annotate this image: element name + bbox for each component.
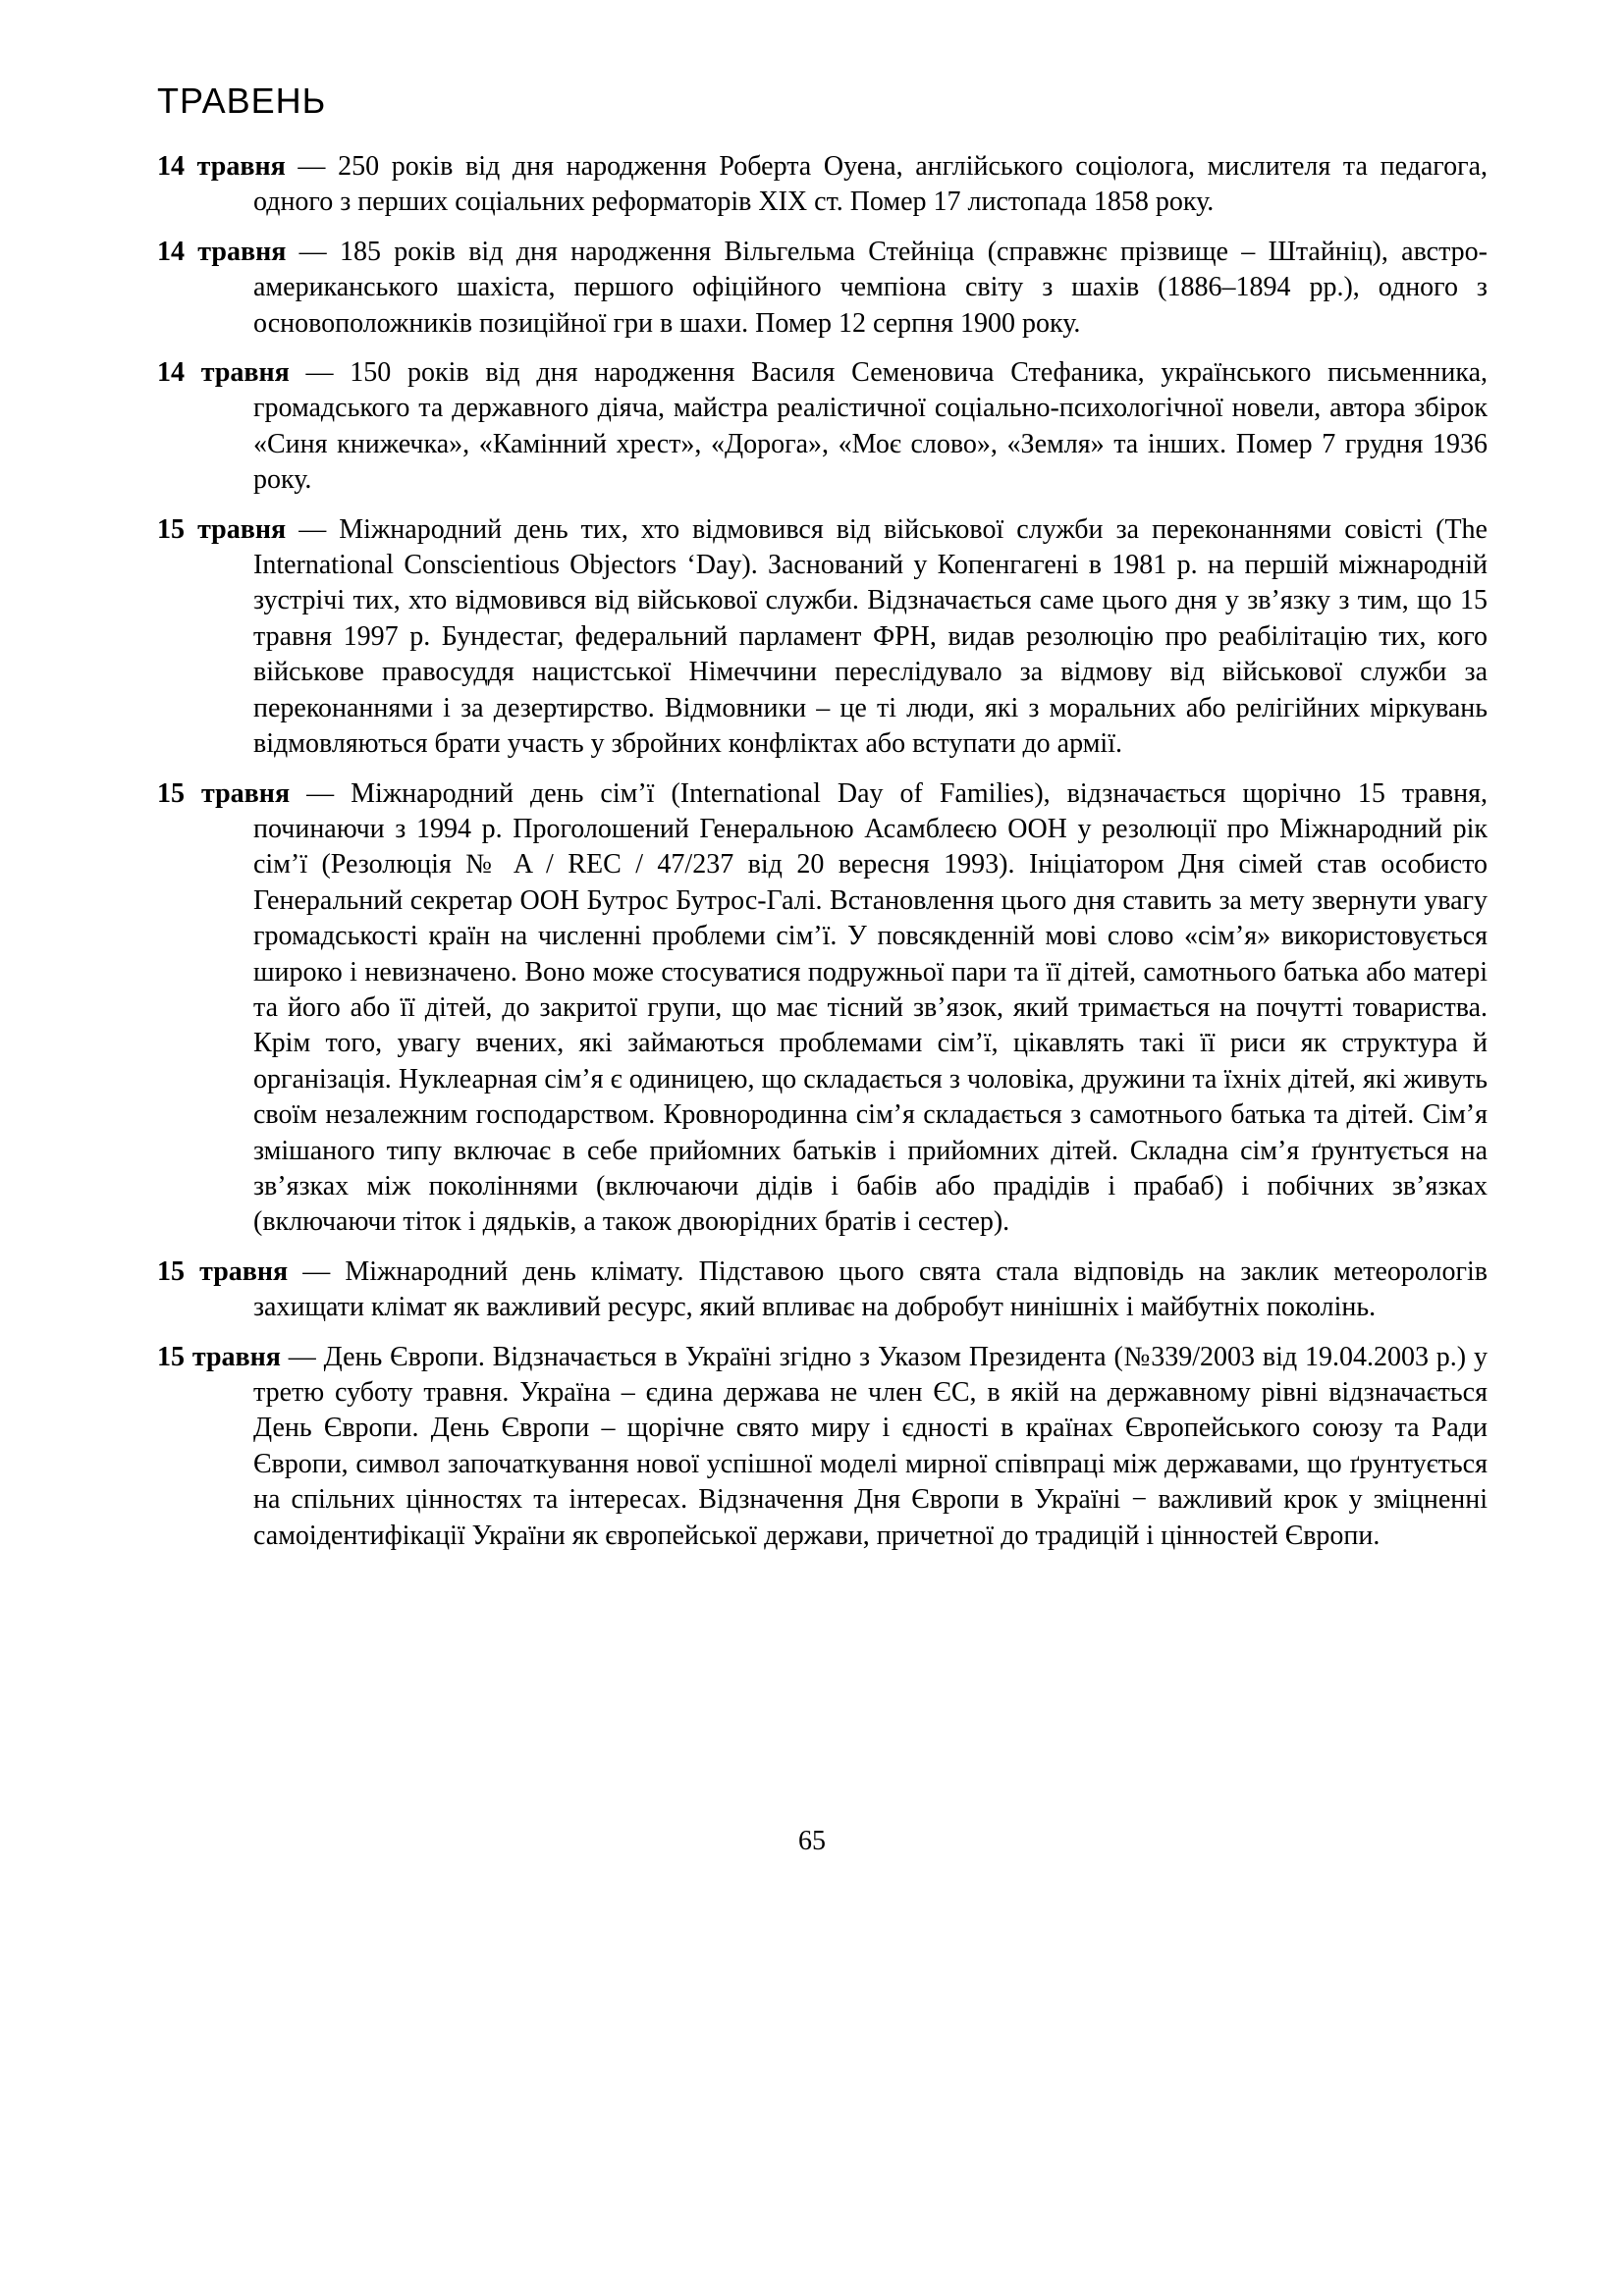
entry-text: День Європи. Відзначається в Україні згідно з Указом Президента (№339/2003 від 19.04.2003 р.) у третю суботу травня. Україна – єдина держава не член ЄС, в якій на державному рівні відзначається День Європи. День Європи – щорічне свято миру і єдності в країнах Європейського союзу та Ради Європи, символ започаткування нової успішної моделі мирної співпраці між державами, що ґрунтується на спільних цінностях та інтересах. Відзначення Дня Європи в Україні − важливий крок у зміцненні самоідентифікації України як європейської держави, причетної до традицій і цінностей Європи. [253, 1341, 1488, 1551]
entry-date: 14 травня [157, 236, 287, 267]
entry-text: 150 років від дня народження Василя Семеновича Стефаника, українського письменника, громадського та державного діяча, майстра реалістичної соціально-психологічної новели, автора збірок «Синя книжечка», «Камінний хрест», «Дорога», «Моє слово», «Земля» та інших. Помер 7 грудня 1936 року. [253, 357, 1488, 496]
entry: 15 травня — Міжнародний день клімату. Підставою цього свята стала відповідь на заклик метеорологів захищати клімат як важливий ресурс, який впливає на добробут нинішніх і майбутніх поколінь. [157, 1255, 1489, 1323]
entries-list [157, 149, 1488, 1568]
entry: 15 травня — Міжнародний день тих, хто відмовився від військової служби за переконаннями совісті (The International Conscientious Objectors ‘Day). Заснований у Копенгагені в 1981 р. на першій міжнародній зустрічі тих, хто відмовився від військової служби. Відзначається саме цього дня у зв’язку з тим, що 15 травня 1997 р. Бундестаг, федеральний парламент ФРН, видав резолюцію про реабілітацію тих, кого військове правосуддя нацистської Німеччини переслідувало за відмову від військової служби за переконаннями і за дезертирство. Відмовники – це ті люди, які з моральних або релігійних міркувань відмовляються брати участь у збройних конфліктах або вступати до армії. [157, 513, 1488, 760]
entry-text: Міжнародний день сім’ї (International Day of Families), відзначається щорічно 15 травня, починаючи з 1994 р. Проголошений Генеральною Асамблеєю ООН у резолюції про Міжнародний рік сім’ї (Резолюція № A / REC / 47/237 від 20 вересня 1993). Ініціатором Дня сімей став особисто Генеральний секретар ООН Бутрос Бутрос-Галі. Встановлення цього дня ставить за мету звернути увагу громадськості країн на численні проблеми сім’ї. У повсякденній мові слово «сім’я» використовується широко і невизначено. Воно може стосуватися подружньої пари та її дітей, самотнього батька або матері та його або її дітей, до закритої групи, що має тісний зв’язок, який тримається на почутті товариства. Крім того, увагу вчених, які займаються проблемами сім’ї, цікавлять такі її риси як структура й організація. Нуклеарная сім’я є одиницею, що складається з чоловіка, дружини та їхніх дітей, які живуть своїм незалежним господарством. Кровнородинна сім’я складається з самотнього батька та дітей. Сім’я змішаного типу включає в себе прийомних батьків і прийомних дітей. Складна сім’я ґрунтується на зв’язках між поколіннями (включаючи дідів і бабів або прадідів і прабаб) і побічних зв’язках (включаючи тіток і дядьків, а також двоюрідних братів і сестер). [253, 777, 1489, 1238]
entry-text: 250 років від дня народження Роберта Оуена, англійського соціолога, мислителя та педагога, одного з перших соціальних реформаторів XIX ст. Помер 17 листопада 1858 року. [253, 151, 1488, 218]
entry: 15 травня — Міжнародний день сім’ї (International Day of Families), відзначається щорічно 15 травня, починаючи з 1994 р. Проголошений Генеральною Асамблеєю ООН у резолюції про Міжнародний рік сім’ї (Резолюція № A / REC / 47/237 від 20 вересня 1993). Ініціатором Дня сімей став особисто Генеральний секретар ООН Бутрос Бутрос-Галі. Встановлення цього дня ставить за мету звернути увагу громадськості країн на численні проблеми сім’ї. У повсякденній мові слово «сім’я» використовується широко і невизначено. Воно може стосуватися подружньої пари та її дітей, самотнього батька або матері та його або її дітей, до закритої групи, що має тісний зв’язок, який тримається на почутті товариства. Крім того, увагу вчених, які займаються проблемами сім’ї, цікавлять такі її риси як структура й організація. Нуклеарная сім’я є одиницею, що складається з чоловіка, дружини та їхніх дітей, які живуть своїм незалежним господарством. Кровнородинна сім’я складається з самотнього батька та дітей. Сім’я змішаного типу включає в себе прийомних батьків і прийомних дітей. Складна сім’я ґрунтується на зв’язках між поколіннями (включаючи дідів і бабів або прадідів і прабаб) і побічних зв’язках (включаючи тіток і дядьків, а також двоюрідних братів і сестер). [157, 777, 1489, 1238]
entry-text: Міжнародний день тих, хто відмовився від військової служби за переконаннями совісті (The International Conscientious Objectors ‘Day). Заснований у Копенгагені в 1981 р. на першій міжнародній зустрічі тих, хто відмовився від військової служби. Відзначається саме цього дня у зв’язку з тим, що 15 травня 1997 р. Бундестаг, федеральний парламент ФРН, видав резолюцію про реабілітацію тих, кого військове правосуддя нацистської Німеччини переслідувало за відмову від військової служби за переконаннями і за дезертирство. Відмовники – це ті люди, які з моральних або релігійних міркувань відмовляються брати участь у збройних конфліктах або вступати до армії. [253, 513, 1488, 760]
page-number: 65 [798, 1826, 826, 1856]
entry: 14 травня — 185 років від дня народження Вільгельма Стейніца (справжнє прізвище – Штайніц), австро-американського шахіста, першого офіційного чемпіона світу з шахів (1886–1894 рр.), одного з основоположників позиційної гри в шахи. Помер 12 серпня 1900 року. [157, 236, 1488, 339]
entry: 15 травня — День Європи. Відзначається в Україні згідно з Указом Президента (№339/2003 від 19.04.2003 р.) у третю суботу травня. Україна – єдина держава не член ЄС, в якій на державному рівні відзначається День Європи. День Європи – щорічне свято миру і єдності в країнах Європейського союзу та Ради Європи, символ започаткування нової успішної моделі мирної співпраці між державами, що ґрунтується на спільних цінностях та інтересах. Відзначення Дня Європи в Україні − важливий крок у зміцненні самоідентифікації України як європейської держави, причетної до традицій і цінностей Європи. [157, 1341, 1488, 1551]
entry-date: 15 травня [157, 777, 291, 809]
entry-date: 15 травня [157, 513, 287, 545]
entry-date: 14 травня [157, 357, 290, 389]
entry-text: Міжнародний день клімату. Підставою цього свята стала відповідь на заклик метеорологів захищати клімат як важливий ресурс, який впливає на добробут нинішніх і майбутніх поколінь. [253, 1255, 1489, 1323]
entry-date: 14 травня [157, 151, 286, 182]
entry: 14 травня — 250 років від дня народження Роберта Оуена, англійського соціолога, мислителя та педагога, одного з перших соціальних реформаторів XIX ст. Помер 17 листопада 1858 року. [157, 151, 1488, 218]
entry-date: 15 травня [157, 1255, 289, 1287]
entry-text: 185 років від дня народження Вільгельма Стейніца (справжнє прізвище – Штайніц), австро-американського шахіста, першого офіційного чемпіона світу з шахів (1886–1894 рр.), одного з основоположників позиційної гри в шахи. Помер 12 серпня 1900 року. [253, 236, 1488, 339]
entry-date: 15 травня [157, 1341, 281, 1372]
entry: 14 травня — 150 років від дня народження Василя Семеновича Стефаника, українського письменника, громадського та державного діяча, майстра реалістичної соціально-психологічної новели, автора збірок «Синя книжечка», «Камінний хрест», «Дорога», «Моє слово», «Земля» та інших. Помер 7 грудня 1936 року. [157, 357, 1488, 496]
section-title: ТРАВЕНЬ [157, 80, 327, 121]
